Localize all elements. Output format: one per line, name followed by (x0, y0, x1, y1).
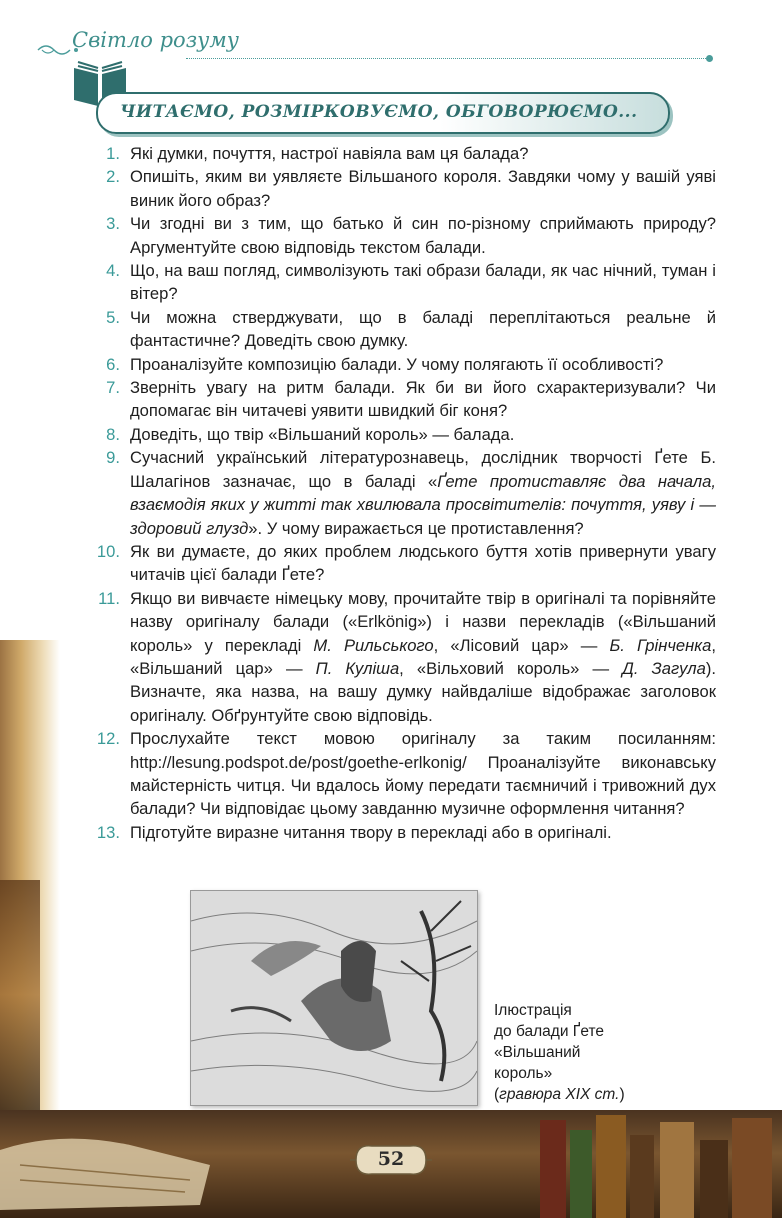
questions-list (86, 142, 716, 844)
question-number: 1. (106, 144, 120, 163)
question-text (130, 729, 716, 818)
caption-line: «Вільшаний (494, 1044, 581, 1061)
question-text-part: Доведіть, що твір «Вільшаний король» — балада. (130, 424, 515, 444)
question-number: 6. (106, 354, 120, 374)
question-text-part: Зверніть увагу на ритм балади. Як би ви його схарактеризували? Чи допомагає він читачеві уявити швидкий біг коня? (130, 378, 716, 421)
question-number: 9. (106, 448, 120, 468)
question-item (86, 587, 716, 727)
illustration-caption (494, 1000, 694, 1105)
question-item (86, 142, 716, 165)
caption-source: гравюра XIX ст. (499, 1086, 620, 1103)
question-number: 13. (96, 822, 120, 842)
question-text-part: Чи можна стверджувати, що в баладі переплітаються реальне й фантастичне? Доведіть свою думку. (130, 307, 716, 351)
caption-line: король» (494, 1065, 553, 1082)
question-text-part: Підготуйте виразне читання твору в перекладі або в оригіналі. (130, 822, 612, 842)
question-item (86, 259, 716, 306)
question-quote-italic: Д. Загула (622, 658, 706, 678)
page-number: 52 (377, 1148, 405, 1170)
question-text-part: Опишіть, яким ви уявляєте Вільшаного короля. Завдяки чому у вашій уяві виник його образ? (130, 167, 716, 210)
question-number: 4. (106, 261, 120, 281)
question-item (86, 540, 716, 587)
question-text (130, 448, 716, 537)
caption-line (494, 1084, 694, 1105)
decorative-background-left-lower (0, 880, 40, 1110)
question-number: 7. (106, 378, 120, 398)
question-number: 10. (96, 541, 120, 561)
question-item (86, 727, 716, 821)
question-text (130, 214, 716, 256)
question-number: 12. (96, 729, 120, 749)
question-text-part: Які думки, почуття, настрої навіяла вам ця балада? (130, 144, 529, 163)
section-title: ЧИТАЄМО, РОЗМІРКОВУЄМО, ОБГОВОРЮЄМО... (120, 102, 638, 122)
question-text-part: Як ви думаєте, до яких проблем людського буття хотів привернути увагу читачів цієї балади Ґете? (130, 541, 716, 585)
question-quote-italic: Б. Грінченка (609, 635, 712, 655)
question-text (130, 261, 716, 303)
question-text (130, 823, 612, 842)
question-text (130, 589, 716, 725)
question-number: 5. (106, 307, 120, 327)
book-series-title: Світло розуму (72, 28, 239, 52)
caption-paren: ( (494, 1086, 500, 1103)
question-text-part: , «Вільховий король» — (399, 658, 623, 678)
section-banner (96, 92, 670, 134)
page-number-badge (350, 1140, 432, 1180)
question-text (130, 542, 716, 584)
question-number: 2. (106, 167, 120, 187)
question-text-part: , «Вільшаний цар» — (130, 635, 716, 678)
question-text-part: Якщо ви вивчаєте німецьку мову, прочитайте твір в оригіналі та порівняйте назву оригіналу балади («Erlkönig») і назви перекладів («Вільшаний король» у перекладі (130, 588, 716, 655)
question-text (130, 425, 514, 444)
question-text (130, 167, 716, 209)
header-divider-dot (706, 55, 713, 62)
question-item (86, 212, 716, 259)
question-item (86, 306, 716, 353)
question-item (86, 376, 716, 423)
question-item (86, 353, 716, 376)
question-number: 3. (106, 214, 120, 234)
question-text (130, 355, 663, 374)
question-text-part: Чи згодні ви з тим, що батько й син по-різному сприймають природу? Аргументуйте свою відповідь текстом балади. (130, 214, 716, 257)
question-number: 8. (106, 424, 120, 444)
question-text (130, 144, 528, 163)
question-quote-italic: М. Рильського (313, 635, 434, 655)
caption-line: Ілюстрація (494, 1002, 572, 1019)
engraving-illustration (190, 890, 478, 1106)
question-text-part: ). Визначте, яка назва, на вашу думку найвдаліше відображає заголовок оригіналу. Обґрунтуйте свою відповідь. (130, 658, 716, 725)
question-text-part: Проаналізуйте композицію балади. У чому полягають її особливості? (130, 354, 664, 374)
question-text-part: Що, на ваш погляд, символізують такі образи балади, як час нічний, туман і вітер? (130, 261, 716, 304)
caption-line: до балади Ґете (494, 1023, 605, 1040)
caption-paren: ) (619, 1086, 625, 1103)
question-text-part: Прослухайте текст мовою оригіналу за таким посиланням: http://lesung.podspot.de/post/goethe-erlkonig/ Проаналізуйте виконавську майстерність читця. Чи вдалось йому передати таємничий і тривожний дух балади? Чи відповідає цьому завданню музичне оформлення читання? (130, 729, 716, 819)
question-item (86, 423, 716, 446)
question-text (130, 308, 716, 350)
question-quote-italic: П. Куліша (315, 658, 400, 678)
question-quote-italic: Ґете протиставляє два начала, взаємодія яких у житті так хвилювала просвітителів: почуття, уяву і — здоровий глузд (130, 471, 716, 538)
question-text (130, 378, 716, 420)
question-item (86, 165, 716, 212)
question-item (86, 821, 716, 844)
question-text-part: ». У чому виражається це протиставлення? (248, 518, 584, 538)
question-item (86, 446, 716, 540)
header-divider (186, 58, 710, 59)
question-text-part: Сучасний український літературознавець, дослідник творчості Ґете Б. Шалагінов зазначає, що в баладі « (130, 448, 716, 491)
question-number: 11. (98, 588, 120, 608)
question-text-part: , «Лісовий цар» — (433, 635, 610, 655)
